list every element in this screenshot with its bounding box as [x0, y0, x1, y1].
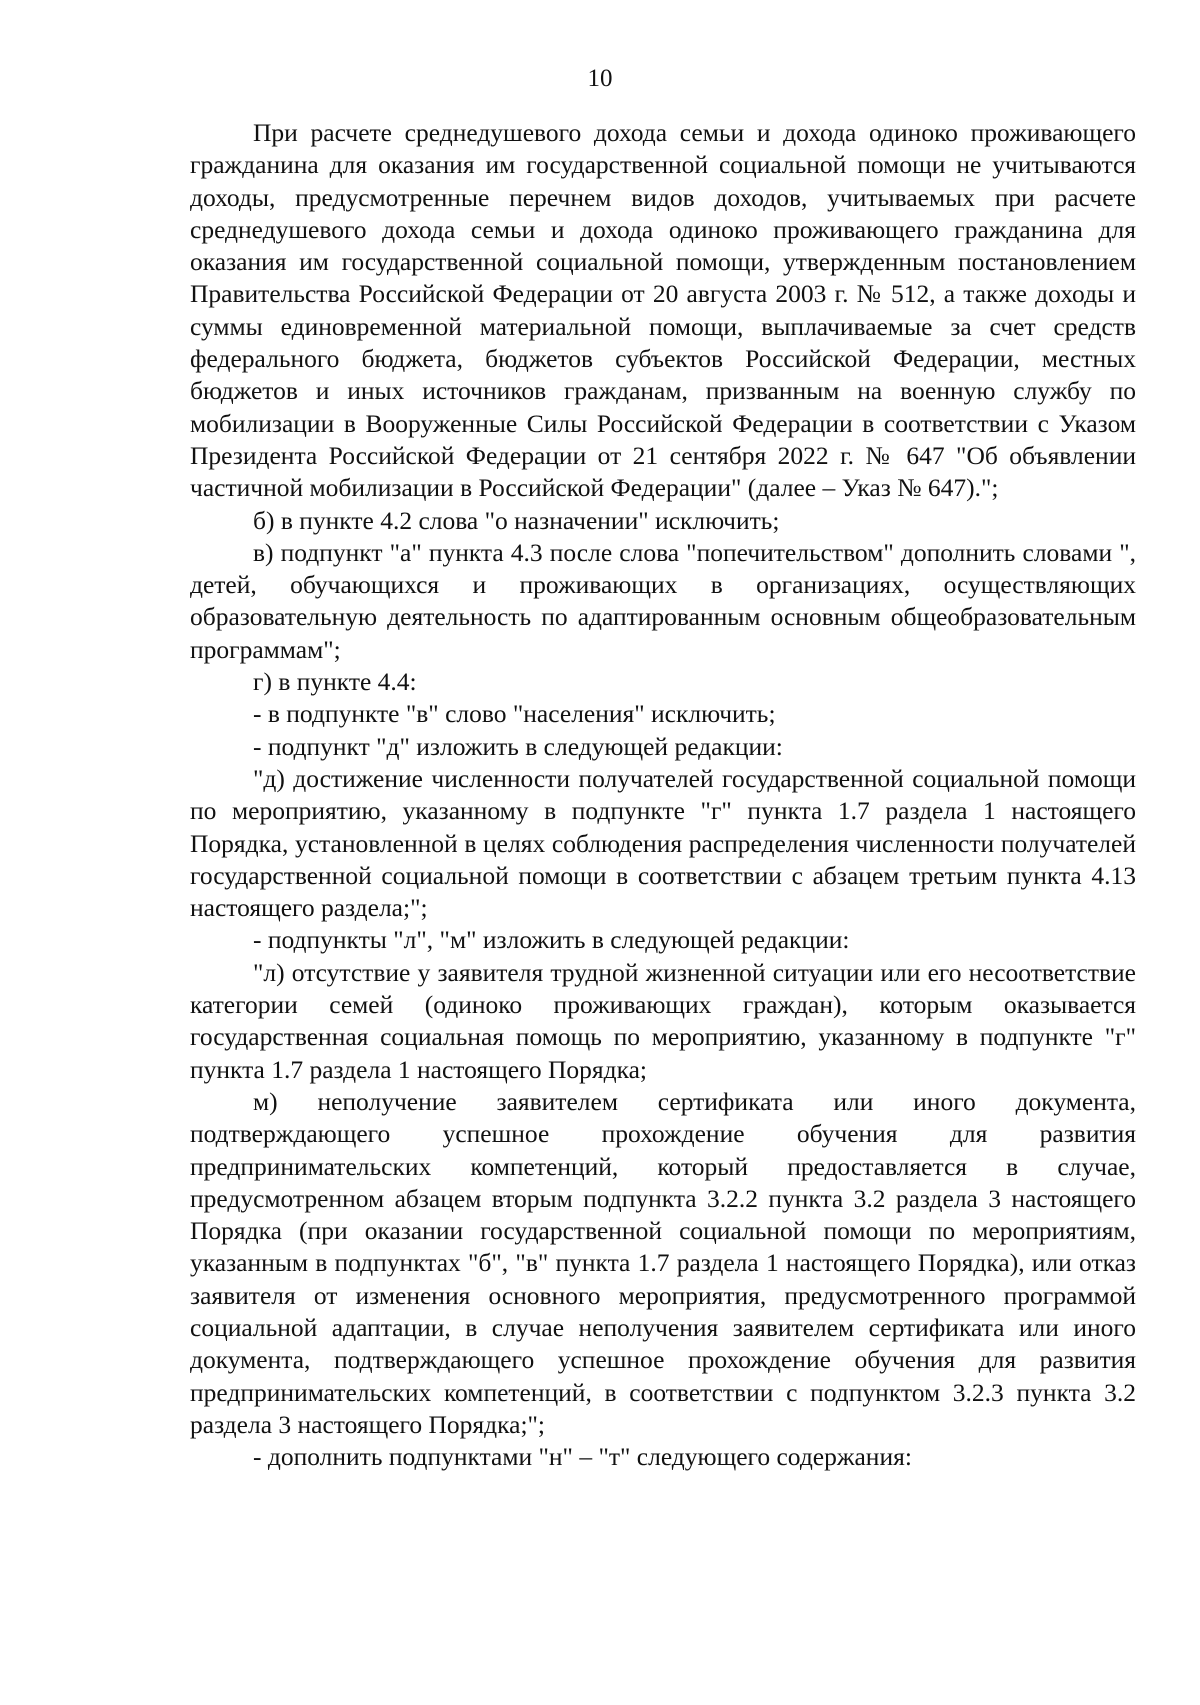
paragraph-subitem-v-change: - в подпункте "в" слово "населения" исключить;	[253, 699, 776, 729]
paragraph-subitem-m-text: м) неполучение заявителем сертификата или иного документа, подтверждающего успешное прохождение обучения для развития предпринимательских компетенций, который предоставляется в случае, предусмотренном абзацем вторым подпункта 3.2.2 пункта 3.2 раздела 3 настоящего Порядка (при оказании государственной социальной помощи по мероприятиям, указанным в подпунктах "б", "в" пункта 1.7 раздела 1 настоящего Порядка), или отказ заявителя от изменения основного мероприятия, предусмотренного программой социальной адаптации, в случае неполучения заявителем сертификата или иного документа, подтверждающего успешное прохождение обучения для развития предпринимательских компетенций, в соответствии с подпунктом 3.2.3 пункта 3.2 раздела 3 настоящего Порядка;";	[190, 1086, 1136, 1439]
paragraph-item-b: б) в пункте 4.2 слова "о назначении" исключить;	[253, 505, 780, 535]
paragraph-subitems-n-t-intro: - дополнить подпунктами "н" – "т" следующего содержания:	[253, 1442, 912, 1472]
paragraph-item-v: в) подпункт "а" пункта 4.3 после слова "попечительством" дополнить словами ", детей, обучающихся и проживающих в организациях, осуществляющих образовательную деятельность по адаптированным основным общеобразовательным программам";	[190, 537, 1136, 664]
paragraph-item-g: г) в пункте 4.4:	[253, 667, 417, 697]
paragraph-subitem-d-intro: - подпункт "д" изложить в следующей редакции:	[253, 731, 783, 761]
document-body	[190, 117, 1136, 1473]
paragraph-subitem-l-text: "л) отсутствие у заявителя трудной жизненной ситуации или его несоответствие категории семей (одиноко проживающих граждан), которым оказывается государственная социальная помощь по мероприятию, указанному в подпункте "г" пункта 1.7 раздела 1 настоящего Порядка;	[190, 957, 1136, 1084]
page-number: 10	[587, 65, 613, 92]
paragraph-subitems-l-m-intro: - подпункты "л", "м" изложить в следующей редакции:	[253, 925, 850, 955]
paragraph-subitem-d-text: "д) достижение численности получателей государственной социальной помощи по мероприятию, указанному в подпункте "г" пункта 1.7 раздела 1 настоящего Порядка, установленной в целях соблюдения распределения численности получателей государственной социальной помощи в соответствии с абзацем третьим пункта 4.13 настоящего раздела;";	[190, 763, 1136, 923]
paragraph-income-calculation: При расчете среднедушевого дохода семьи и дохода одиноко проживающего гражданина для оказания им государственной социальной помощи не учитываются доходы, предусмотренные перечнем видов доходов, учитываемых при расчете среднедушевого дохода семьи и дохода одиноко проживающего гражданина для оказания им государственной социальной помощи, утвержденным постановлением Правительства Российской Федерации от 20 августа 2003 г. № 512, а также доходы и суммы единовременной материальной помощи, выплачиваемые за счет средств федерального бюджета, бюджетов субъектов Российской Федерации, местных бюджетов и иных источников гражданам, призванным на военную службу по мобилизации в Вооруженные Силы Российской Федерации в соответствии с Указом Президента Российской Федерации от 21 сентября 2022 г. № 647 "Об объявлении частичной мобилизации в Российской Федерации" (далее – Указ № 647).";	[190, 118, 1136, 503]
